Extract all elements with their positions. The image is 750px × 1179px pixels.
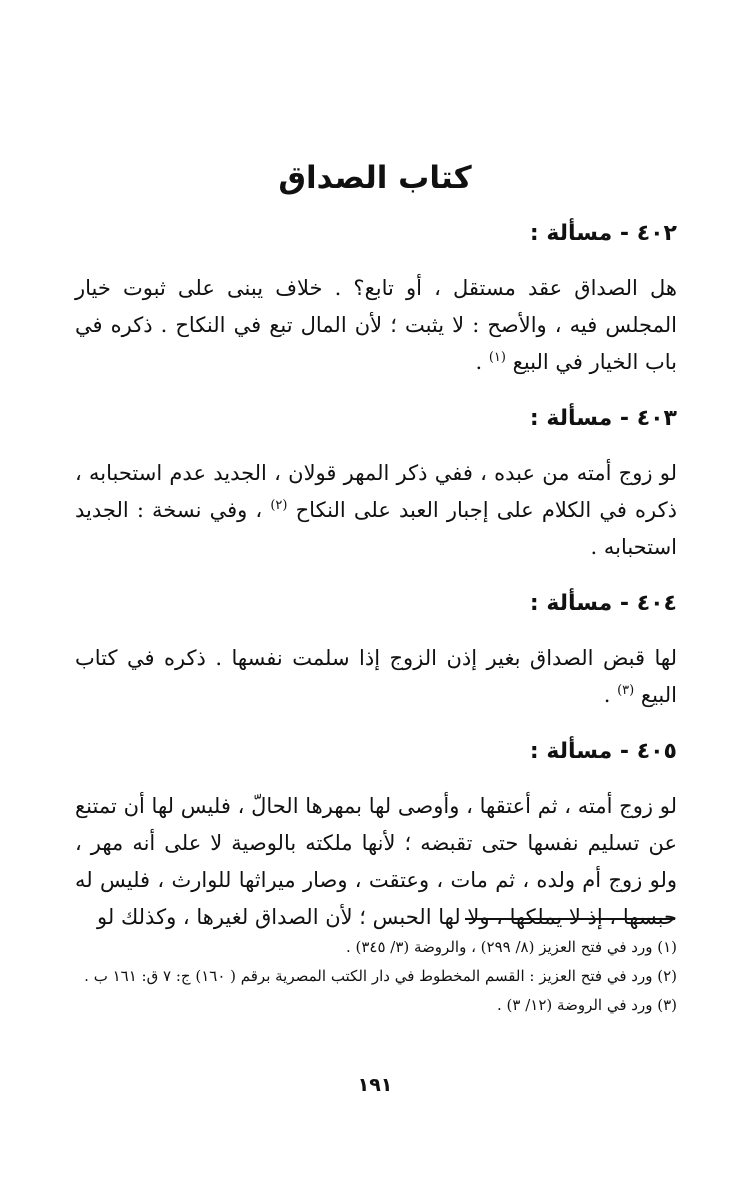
- masala-text: لها قبض الصداق بغير إذن الزوج إذا سلمت نفسها . ذكره في كتاب البيع: [75, 646, 677, 707]
- footnote-reference[interactable]: (٢): [270, 498, 288, 513]
- masala-heading: ٤٠٢ - مسألة :: [529, 221, 677, 246]
- masala-paragraph: [75, 270, 677, 381]
- footnote-1: (١) ورد في فتح العزيز (٨/ ٢٩٩) ، والروضة (٣/ ٣٤٥) .: [345, 938, 677, 956]
- masala-heading: ٤٠٤ - مسألة :: [529, 591, 677, 616]
- masala-text: لو زوج أمته من عبده ، ففي ذكر المهر قولان ، الجديد عدم استحبابه ، ذكره في الكلام على إجبار العبد على النكاح: [75, 461, 677, 522]
- masala-405: [75, 732, 677, 936]
- masala-404: [75, 584, 677, 714]
- masala-402: [75, 214, 677, 381]
- footnote-reference[interactable]: (١): [488, 350, 506, 365]
- masala-text: لو زوج أمته ، ثم أعتقها ، وأوصى لها بمهرها الحالّ ، فليس لها أن تمتنع عن تسليم نفسها حتى تقبضه ؛ لأنها ملكته بالوصية لا على أنه مهر ، ولو زوج أم ولده ، ثم مات ، وعتقت ، وصار ميراثها للوارث ، فليس له حبسها ، إذ لا يملكها ، ولا لها الحبس ؛ لأن الصداق لغيرها ، وكذلك لو: [75, 794, 677, 929]
- footnote-3: (٣) ورد في الروضة (١٢/ ٣) .: [497, 996, 677, 1014]
- footnote-divider: [465, 918, 675, 920]
- masala-paragraph: [75, 455, 677, 566]
- page-number: ١٩١: [357, 1074, 393, 1096]
- masala-text-end: .: [475, 350, 489, 374]
- footnotes: [75, 934, 677, 1021]
- masala-paragraph: [75, 788, 677, 936]
- masala-text-end: ، وفي نسخة : الجديد استحبابه .: [75, 498, 677, 559]
- chapter-title: كتاب الصداق: [278, 160, 472, 196]
- masala-text: هل الصداق عقد مستقل ، أو تابع؟ . خلاف يبنى على ثبوت خيار المجلس فيه ، والأصح : لا يثبت ؛ لأن المال تبع في النكاح . ذكره في باب الخيار في البيع: [75, 276, 677, 374]
- main-text: [75, 214, 677, 954]
- masala-heading: ٤٠٥ - مسألة :: [529, 739, 677, 764]
- masala-paragraph: [75, 640, 677, 714]
- footnote-2: (٢) ورد في فتح العزيز : القسم المخطوط في دار الكتب المصرية برقم ( ١٦٠) ج: ٧ ق: ١٦١ ب .: [84, 967, 677, 985]
- masala-heading: ٤٠٣ - مسألة :: [529, 406, 677, 431]
- masala-403: [75, 399, 677, 566]
- footnote-reference[interactable]: (٣): [617, 683, 635, 698]
- masala-text-end: .: [603, 683, 618, 707]
